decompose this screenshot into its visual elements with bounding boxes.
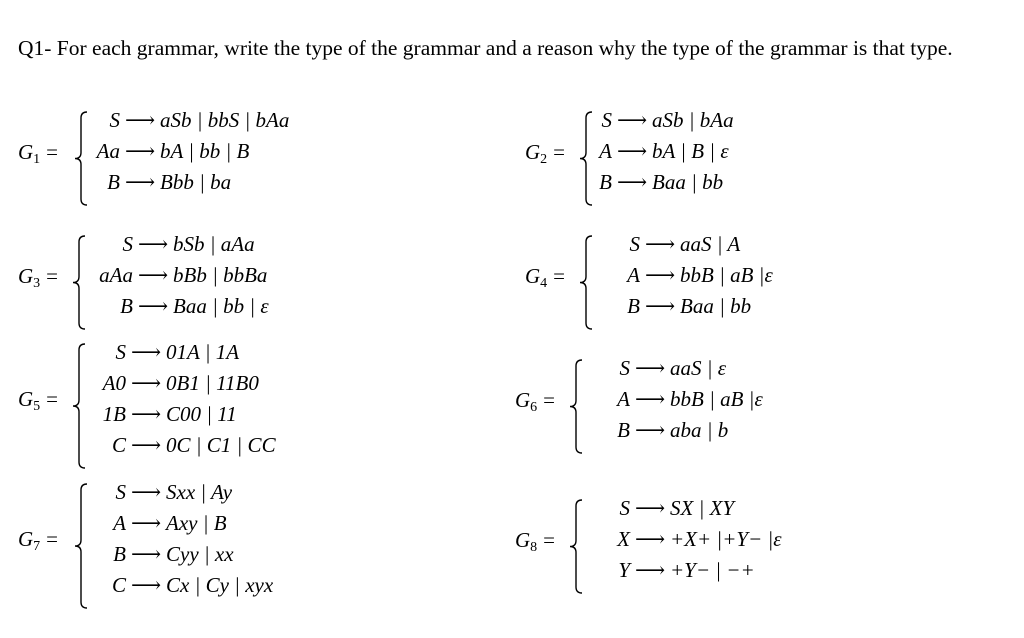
- rule-lhs: C: [111, 433, 126, 457]
- rule-lhs: C: [111, 573, 126, 597]
- arrow-icon: ⟶: [634, 527, 666, 551]
- rule-rhs: Cyy | xx: [166, 542, 234, 566]
- grammar-name: [515, 528, 555, 556]
- arrow-icon: ⟶: [130, 480, 162, 504]
- question-text: Q1- For each grammar, write the type of the grammar and a reason why the type of the grammar is that type.: [18, 36, 953, 60]
- grammar-subscript: 8: [530, 540, 538, 555]
- rule-lhs: X: [617, 527, 630, 551]
- production-rule: [592, 170, 723, 195]
- rule-rhs: +Y− | −+: [670, 558, 755, 582]
- grammar-subscript: 4: [540, 276, 548, 291]
- rule-rhs: Baa | bb | ε: [173, 294, 269, 318]
- grammar-symbol: G: [525, 140, 541, 164]
- production-rule: [592, 108, 734, 133]
- production-rule: [90, 371, 259, 396]
- production-rule: [90, 480, 232, 505]
- rule-rhs: bBb | bbBa: [173, 263, 268, 287]
- production-rule: [592, 294, 751, 319]
- rule-lhs: S: [115, 340, 126, 364]
- production-rule: [582, 418, 728, 443]
- production-rule: [90, 340, 239, 365]
- rule-rhs: bA | B | ε: [652, 139, 729, 163]
- grammar-symbol: G: [18, 527, 34, 551]
- rule-rhs: aSb | bbS | bAa: [160, 108, 290, 132]
- production-rule: [90, 433, 276, 458]
- grammar-name: [18, 264, 58, 292]
- rule-lhs: B: [120, 294, 133, 318]
- equals-sign: =: [553, 264, 566, 288]
- production-rule: [88, 170, 231, 195]
- production-rule: [85, 294, 269, 319]
- rule-rhs: Cx | Cy | xyx: [166, 573, 274, 597]
- arrow-icon: ⟶: [124, 139, 156, 163]
- rule-lhs: S: [619, 496, 630, 520]
- rule-lhs: S: [619, 356, 630, 380]
- rule-lhs: 1B: [102, 402, 126, 426]
- arrow-icon: ⟶: [634, 418, 666, 442]
- grammar-subscript: 6: [530, 400, 538, 415]
- production-rule: [90, 542, 234, 567]
- rule-lhs: A0: [102, 371, 126, 395]
- arrow-icon: ⟶: [124, 170, 156, 194]
- production-rule: [85, 232, 255, 257]
- arrow-icon: ⟶: [137, 232, 169, 256]
- grammar-name: [18, 527, 58, 555]
- grammar-name: [18, 387, 58, 415]
- arrow-icon: ⟶: [644, 232, 676, 256]
- rule-rhs: +X+ |+Y− |ε: [670, 527, 782, 551]
- production-rule: [582, 496, 734, 521]
- arrow-icon: ⟶: [634, 356, 666, 380]
- rule-lhs: S: [629, 232, 640, 256]
- rule-rhs: Axy | B: [166, 511, 227, 535]
- equals-sign: =: [46, 140, 59, 164]
- grammar-symbol: G: [18, 140, 34, 164]
- curly-brace-icon: [73, 482, 89, 610]
- production-rule: [90, 402, 237, 427]
- rule-rhs: Baa | bb: [680, 294, 752, 318]
- production-rule: [88, 139, 249, 164]
- rule-rhs: Sxx | Ay: [166, 480, 233, 504]
- rule-rhs: bbB | aB |ε: [670, 387, 763, 411]
- curly-brace-icon: [71, 342, 87, 470]
- production-rule: [592, 139, 729, 164]
- grammar-subscript: 7: [33, 539, 41, 554]
- equals-sign: =: [543, 528, 556, 552]
- rule-lhs: A: [627, 263, 640, 287]
- arrow-icon: ⟶: [130, 402, 162, 426]
- rule-lhs: B: [113, 542, 126, 566]
- rule-rhs: bSb | aAa: [173, 232, 255, 256]
- rule-lhs: aAa: [99, 263, 133, 287]
- rule-rhs: aaS | ε: [670, 356, 727, 380]
- production-rule: [582, 387, 763, 412]
- grammar-name: [515, 388, 555, 416]
- grammar-symbol: G: [18, 387, 34, 411]
- rule-lhs: B: [107, 170, 120, 194]
- rule-rhs: Baa | bb: [652, 170, 724, 194]
- grammar-name: [18, 140, 58, 168]
- equals-sign: =: [553, 140, 566, 164]
- grammar-subscript: 1: [33, 152, 41, 167]
- rule-lhs: S: [601, 108, 612, 132]
- arrow-icon: ⟶: [634, 496, 666, 520]
- rule-lhs: B: [627, 294, 640, 318]
- arrow-icon: ⟶: [130, 371, 162, 395]
- grammar-subscript: 3: [33, 276, 41, 291]
- production-rule: [592, 232, 740, 257]
- rule-lhs: Aa: [96, 139, 120, 163]
- arrow-icon: ⟶: [124, 108, 156, 132]
- arrow-icon: ⟶: [616, 170, 648, 194]
- arrow-icon: ⟶: [130, 433, 162, 457]
- grammar-symbol: G: [515, 388, 531, 412]
- rule-rhs: SX | XY: [670, 496, 735, 520]
- rule-lhs: Y: [618, 558, 630, 582]
- rule-rhs: 01A | 1A: [166, 340, 240, 364]
- arrow-icon: ⟶: [130, 542, 162, 566]
- rule-rhs: aSb | bAa: [652, 108, 734, 132]
- rule-lhs: S: [122, 232, 133, 256]
- grammar-symbol: G: [525, 264, 541, 288]
- grammar-name: [525, 140, 565, 168]
- rule-rhs: 0C | C1 | CC: [166, 433, 276, 457]
- rule-rhs: bA | bb | B: [160, 139, 250, 163]
- production-rule: [90, 511, 227, 536]
- arrow-icon: ⟶: [130, 340, 162, 364]
- production-rule: [90, 573, 273, 598]
- rule-lhs: S: [115, 480, 126, 504]
- rule-lhs: S: [109, 108, 120, 132]
- arrow-icon: ⟶: [644, 294, 676, 318]
- rule-rhs: aaS | A: [680, 232, 741, 256]
- rule-rhs: C00 | 11: [166, 402, 237, 426]
- production-rule: [88, 108, 289, 133]
- arrow-icon: ⟶: [616, 139, 648, 163]
- equals-sign: =: [46, 527, 59, 551]
- rule-rhs: 0B1 | 11B0: [166, 371, 259, 395]
- grammar-subscript: 2: [540, 152, 548, 167]
- rule-lhs: A: [617, 387, 630, 411]
- production-rule: [592, 263, 773, 288]
- production-rule: [582, 527, 782, 552]
- arrow-icon: ⟶: [130, 511, 162, 535]
- equals-sign: =: [543, 388, 556, 412]
- arrow-icon: ⟶: [644, 263, 676, 287]
- equals-sign: =: [46, 264, 59, 288]
- grammar-name: [525, 264, 565, 292]
- production-rule: [582, 558, 755, 583]
- rule-rhs: aba | b: [670, 418, 729, 442]
- rule-rhs: Bbb | ba: [160, 170, 232, 194]
- arrow-icon: ⟶: [634, 387, 666, 411]
- arrow-icon: ⟶: [137, 263, 169, 287]
- grammar-subscript: 5: [33, 399, 41, 414]
- rule-rhs: bbB | aB |ε: [680, 263, 773, 287]
- production-rule: [582, 356, 726, 381]
- grammar-symbol: G: [18, 264, 34, 288]
- rule-lhs: A: [113, 511, 126, 535]
- grammar-symbol: G: [515, 528, 531, 552]
- equals-sign: =: [46, 387, 59, 411]
- arrow-icon: ⟶: [130, 573, 162, 597]
- curly-brace-icon: [73, 110, 89, 207]
- arrow-icon: ⟶: [137, 294, 169, 318]
- arrow-icon: ⟶: [634, 558, 666, 582]
- rule-lhs: B: [617, 418, 630, 442]
- arrow-icon: ⟶: [616, 108, 648, 132]
- production-rule: [85, 263, 267, 288]
- rule-lhs: A: [599, 139, 612, 163]
- rule-lhs: B: [599, 170, 612, 194]
